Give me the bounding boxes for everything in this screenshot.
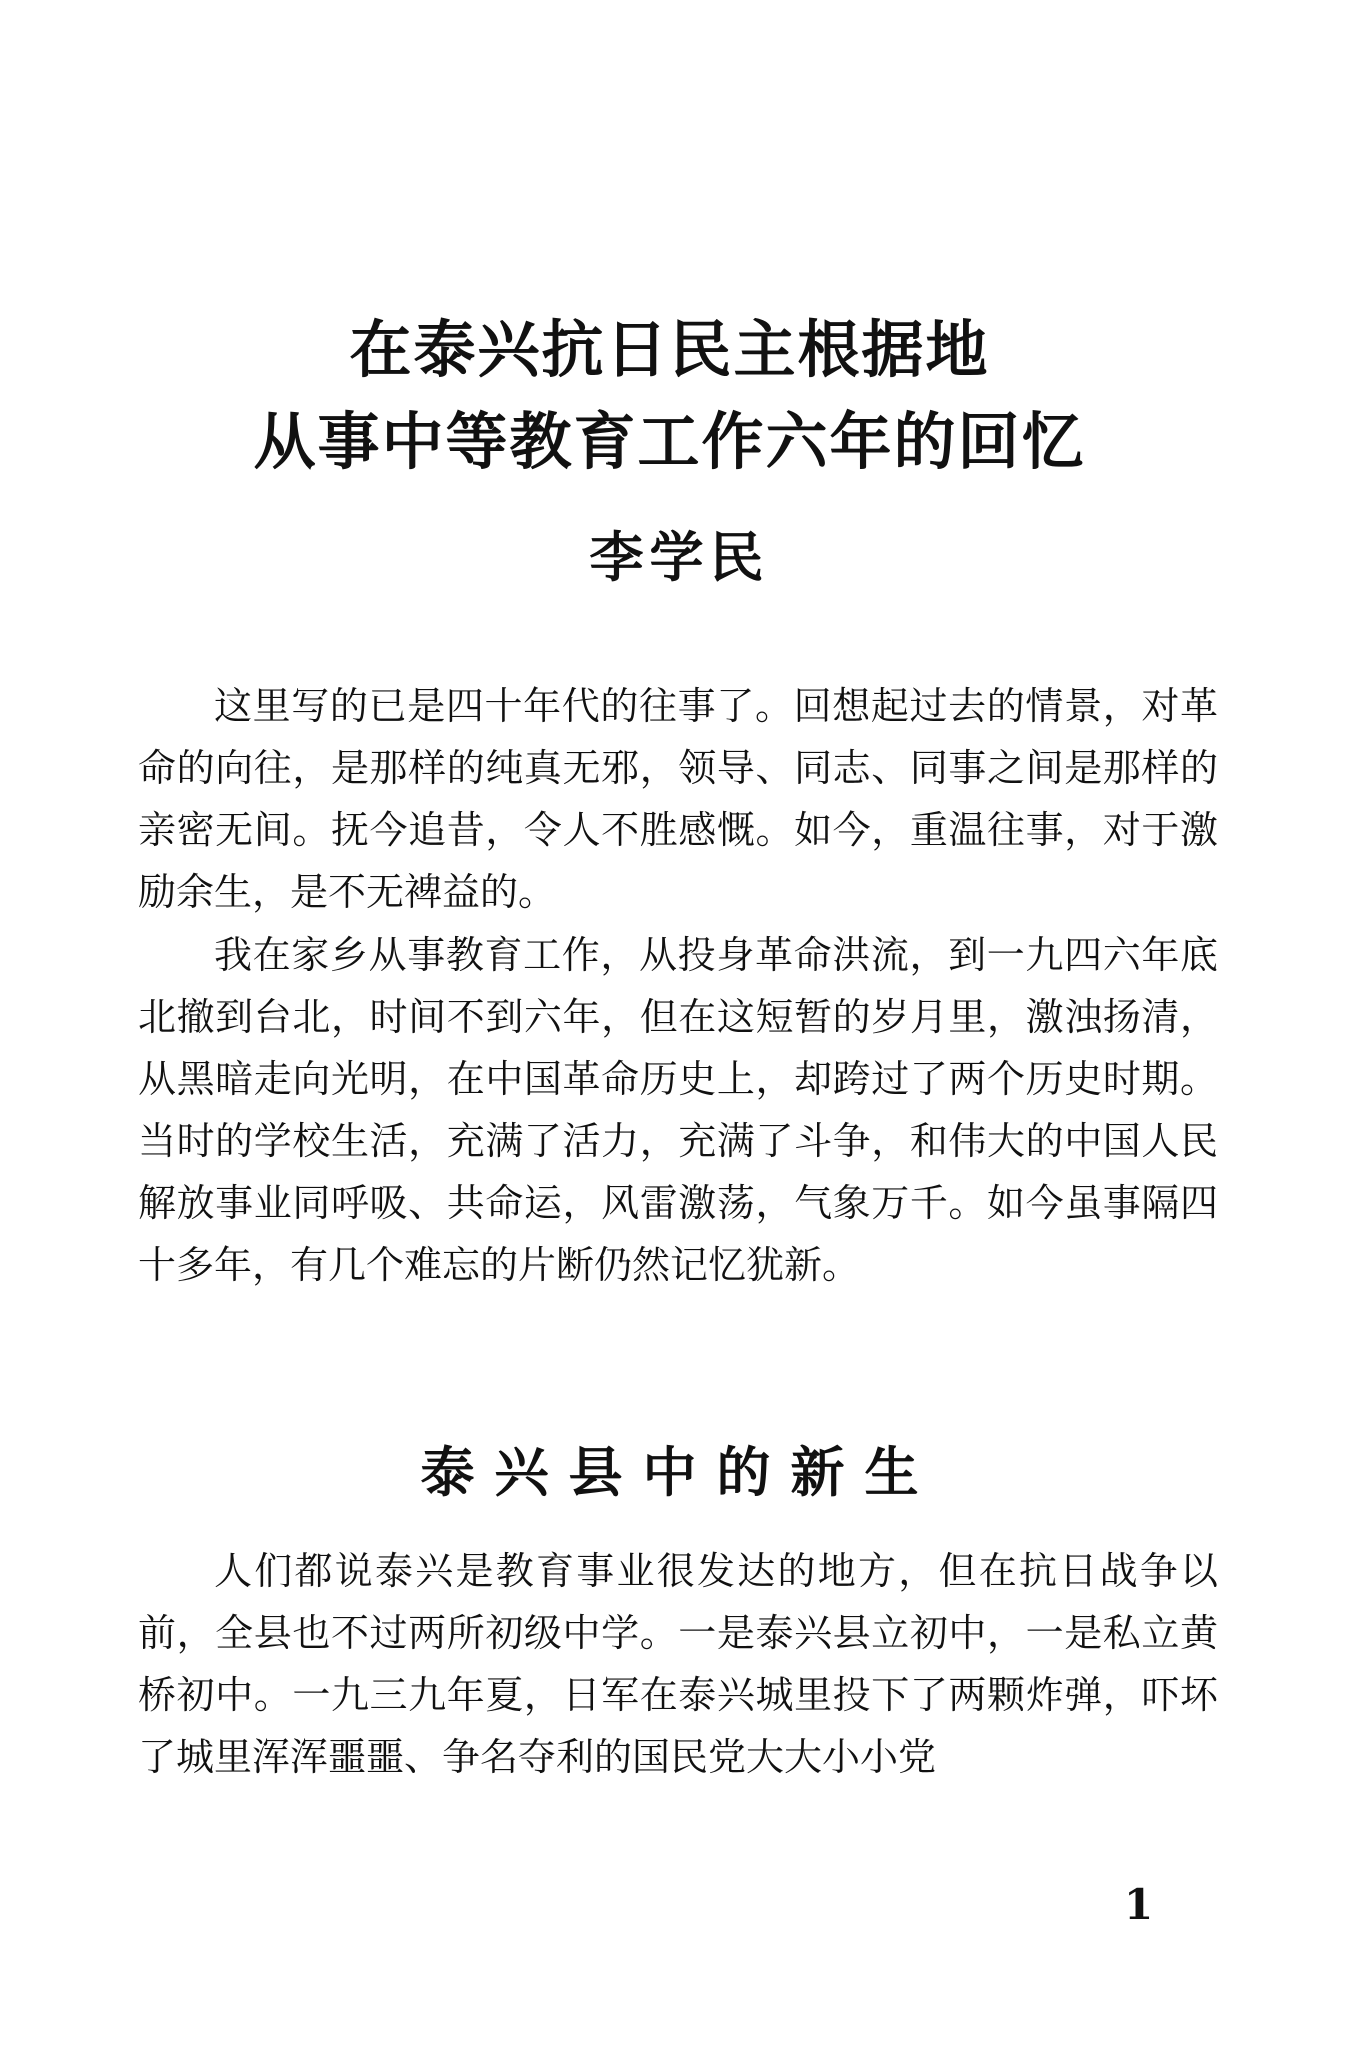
intro-paragraph-2: 我在家乡从事教育工作，从投身革命洪流，到一九四六年底北撤到台北，时间不到六年，但在这短暂的岁月里，激浊扬清，从黑暗走向光明，在中国革命历史上，却跨过了两个历史时期。当时的学校生活，充满了活力，充满了斗争，和伟大的中国人民解放事业同呼吸、共命运，风雷激荡，气象万千。如今虽事隔四十多年，有几个难忘的片断仍然记忆犹新。	[138, 933, 1218, 1287]
article-title-line-2: 从事中等教育工作六年的回忆	[253, 405, 1086, 478]
intro-paragraph-1: 这里写的已是四十年代的往事了。回想起过去的情景，对革命的向往，是那样的纯真无邪，领导、同志、同事之间是那样的亲密无间。抚今追昔，令人不胜感慨。如今，重温往事，对于激励余生，是不无裨益的。	[138, 684, 1218, 914]
author-name: 李学民	[589, 525, 770, 589]
section-paragraph: 人们都说泰兴是教育事业很发达的地方，但在抗日战争以前，全县也不过两所初级中学。一是泰兴县立初中，一是私立黄桥初中。一九三九年夏，日军在泰兴城里投下了两颗炸弹，吓坏了城里浑浑噩噩、争名夺利的国民党大大小小党	[138, 1549, 1218, 1779]
section-heading: 泰兴县中的新生	[420, 1440, 939, 1504]
article-title-line-1: 在泰兴抗日民主根据地	[349, 313, 990, 386]
page-number: 1	[1124, 1880, 1154, 1929]
